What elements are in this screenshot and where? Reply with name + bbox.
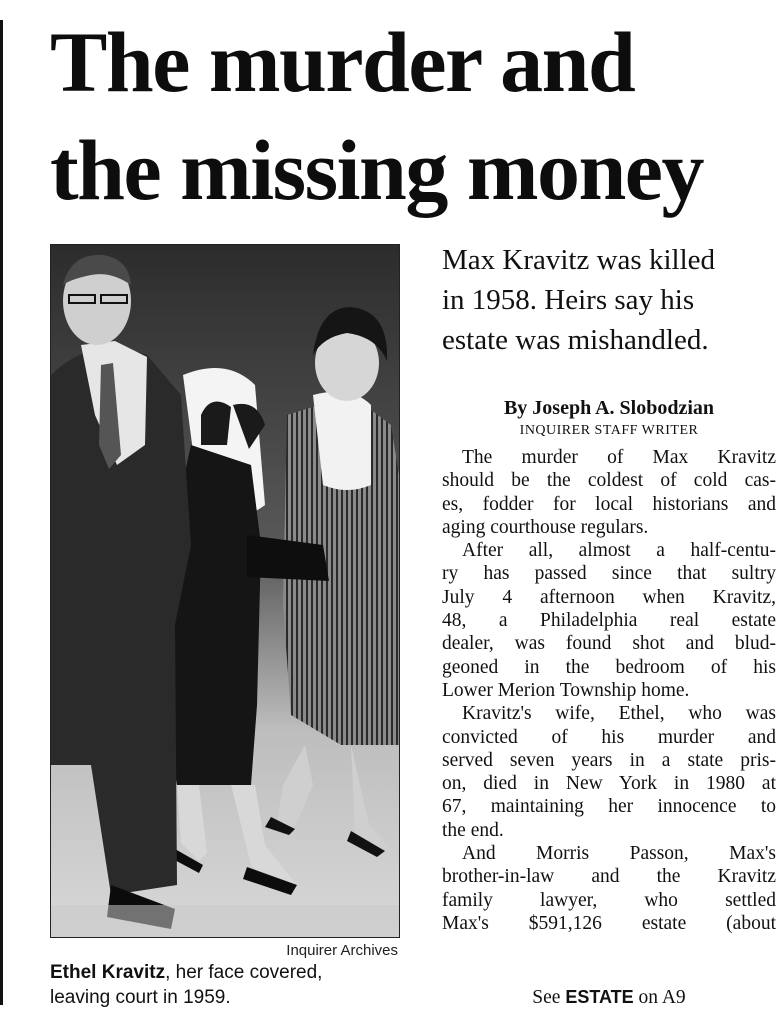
paragraph-1 <box>442 446 776 539</box>
body-line: brother-in-law and the Kravitz <box>442 866 776 888</box>
continuation-jump[interactable] <box>442 985 776 1010</box>
body-line: ry has passed since that sultry <box>442 563 776 585</box>
caption-subject: Ethel Kravitz <box>50 962 166 983</box>
body-line: 67, maintaining her innocence to <box>442 796 776 818</box>
body-line: July 4 afternoon when Kravitz, <box>442 586 776 608</box>
paragraph-3 <box>442 702 776 842</box>
column-rule <box>0 20 3 1005</box>
body-line: Kravitz's wife, Ethel, who was <box>462 703 776 725</box>
headline <box>50 8 770 224</box>
body-line: aging courthouse regulars. <box>442 516 649 538</box>
article-body <box>442 446 776 935</box>
byline: By Joseph A. Slobodzian <box>503 397 715 419</box>
paragraph-4 <box>442 842 776 935</box>
jump-keyword: ESTATE <box>565 987 634 1007</box>
body-line: And Morris Passon, Max's <box>462 843 776 865</box>
photo-credit: Inquirer Archives <box>286 942 398 959</box>
body-line: Lower Merion Township home. <box>442 679 690 701</box>
paragraph-2 <box>442 539 776 702</box>
body-line: The murder of Max Kravitz <box>462 447 776 468</box>
headline-line-1: The murder and <box>50 14 635 110</box>
body-line: convicted of his murder and <box>442 726 776 748</box>
deck-line-1: Max Kravitz was killed <box>442 244 716 276</box>
headline-line-2: the missing money <box>50 122 703 218</box>
body-line: served seven years in a state pris- <box>442 749 776 771</box>
body-line: Max's $591,126 estate (about <box>442 912 776 934</box>
caption-text: , her face covered, <box>165 962 323 983</box>
caption-line-2: leaving court in 1959. <box>50 987 231 1008</box>
body-line: es, fodder for local historians and <box>442 493 776 515</box>
body-line: After all, almost a half-centu- <box>462 540 776 562</box>
body-line: family lawyer, who settled <box>442 889 776 911</box>
jump-see: See <box>532 987 561 1008</box>
body-line: on, died in New York in 1980 at <box>442 773 776 795</box>
body-line: dealer, was found shot and blud- <box>442 633 776 655</box>
body-line: 48, a Philadelphia real estate <box>442 610 776 632</box>
byline-role: INQUIRER STAFF WRITER <box>519 423 699 438</box>
photo-caption <box>50 960 402 1010</box>
subheadline <box>442 240 772 360</box>
news-photo <box>50 244 400 938</box>
deck-line-3: estate was mishandled. <box>442 324 709 356</box>
jump-page: on A9 <box>638 987 686 1008</box>
deck-line-2: in 1958. Heirs say his <box>442 284 695 316</box>
body-line: the end. <box>442 819 504 841</box>
body-line: geoned in the bedroom of his <box>442 656 776 678</box>
body-line: should be the coldest of cold cas- <box>442 470 776 492</box>
